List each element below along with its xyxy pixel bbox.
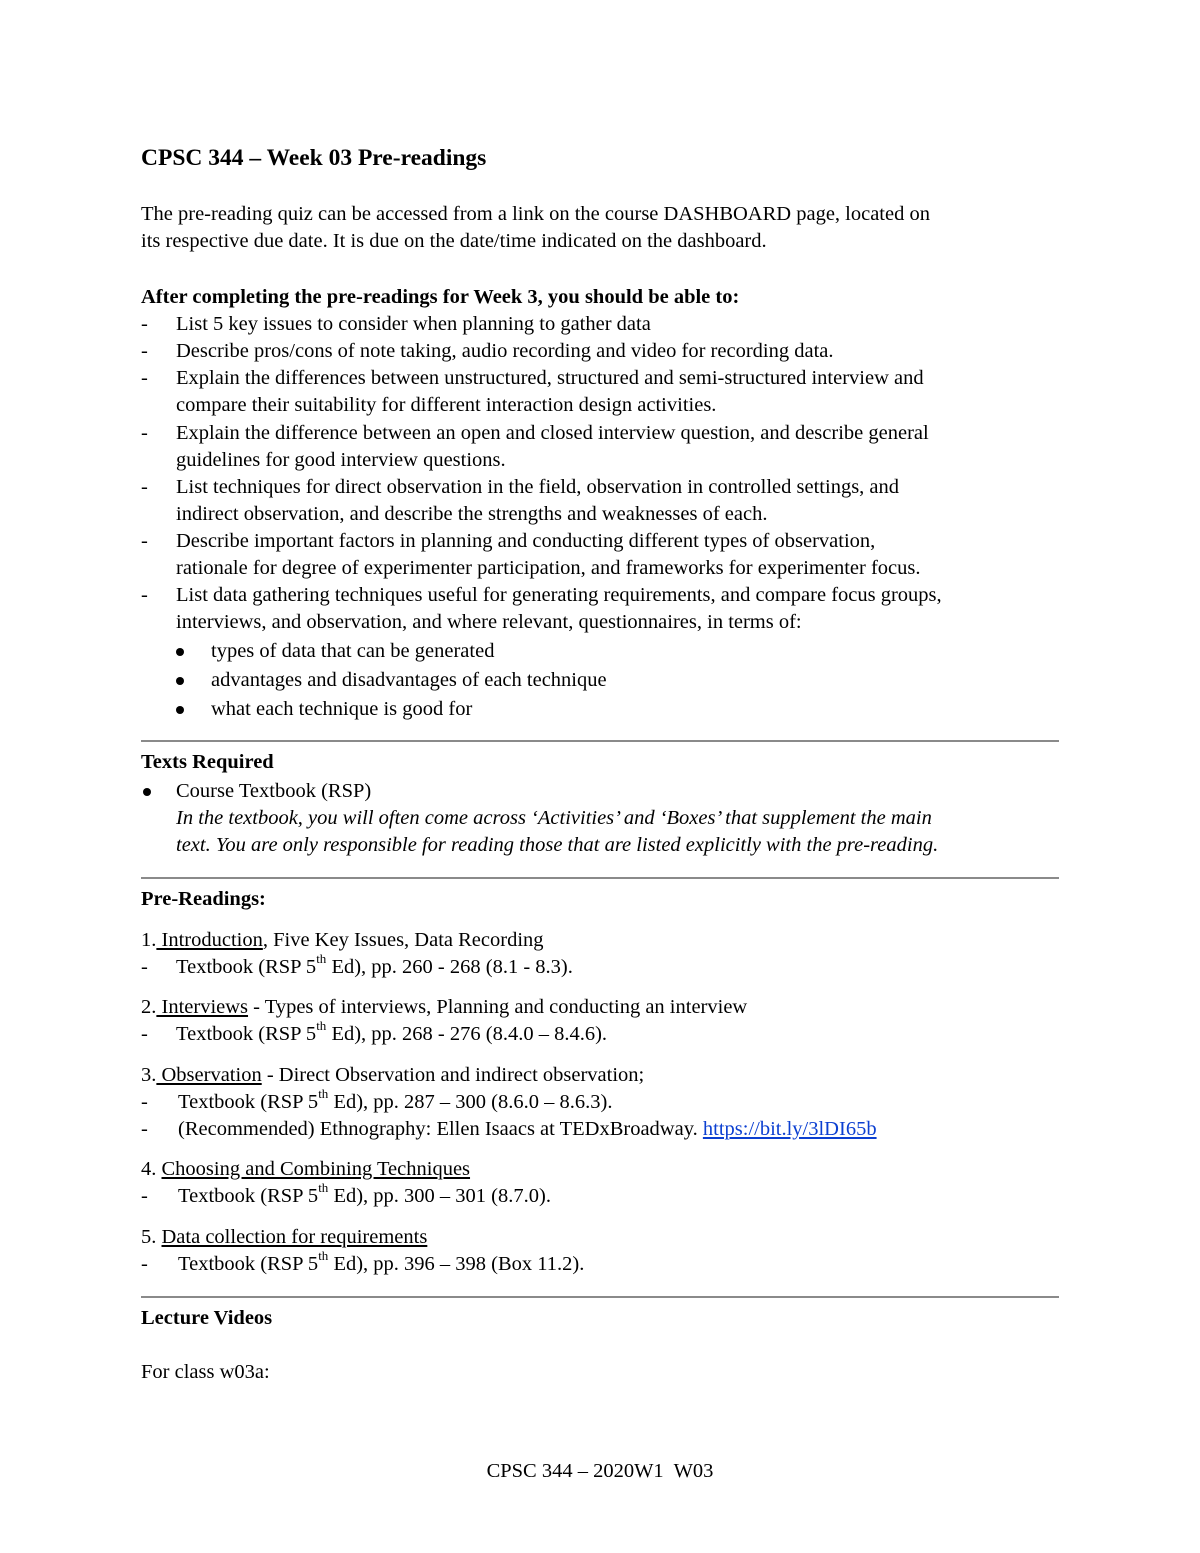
objective-text: interviews, and observation, and where relevant, questionnaires, in terms of:	[176, 611, 802, 633]
reading-detail-sup: th	[318, 1180, 329, 1196]
reading-detail-text	[178, 1116, 1059, 1143]
reading-detail-text	[176, 1018, 1059, 1048]
section-divider	[141, 740, 1059, 742]
page-title: CPSC 344 – Week 03 Pre-readings	[141, 145, 487, 171]
bullet-icon	[143, 788, 151, 796]
lecture-heading: Lecture Videos	[141, 1307, 273, 1329]
reading-detail-text	[176, 951, 1059, 981]
reading-detail-sup: th	[316, 1018, 327, 1034]
reading-detail-sup: th	[316, 951, 327, 967]
objective-text: compare their suitability for different interaction design activities.	[176, 394, 717, 416]
dash-marker: -	[141, 1185, 148, 1207]
dash-marker: -	[141, 367, 148, 389]
intro-line-2: its respective due date. It is due on the date/time indicated on the dashboard.	[141, 230, 767, 252]
sub-bullet-text: types of data that can be generated	[211, 640, 495, 662]
prereadings-heading: Pre-Readings:	[141, 888, 266, 910]
bullet-icon	[176, 677, 184, 685]
reading-detail-pre: Textbook (RSP 5	[178, 1091, 319, 1113]
dash-marker: -	[141, 1091, 148, 1113]
objective-text: List 5 key issues to consider when planning to gather data	[176, 313, 651, 335]
sub-bullet-text: advantages and disadvantages of each technique	[211, 669, 607, 691]
reading-number: 4.	[141, 1158, 157, 1180]
objective-text: Describe important factors in planning and conducting different types of observation,	[176, 530, 876, 552]
reading-section-1	[141, 927, 544, 954]
reading-number: 2.	[141, 996, 157, 1018]
dash-marker: -	[141, 1023, 148, 1045]
reading-topic-rest: - Direct Observation and indirect observation;	[261, 1064, 645, 1086]
objective-text: indirect observation, and describe the strengths and weaknesses of each.	[176, 503, 768, 525]
reading-detail-post: Ed), pp. 260 - 268 (8.1 - 8.3).	[326, 956, 573, 978]
texts-note-line-1: In the textbook, you will often come across ‘Activities’ and ‘Boxes’ that supplement the main	[176, 807, 932, 829]
objective-text: guidelines for good interview questions.	[176, 449, 506, 471]
reading-detail-pre: Textbook (RSP 5	[176, 956, 317, 978]
reading-number: 1.	[141, 929, 157, 951]
dash-marker: -	[141, 476, 148, 498]
dash-marker: -	[141, 530, 148, 552]
reading-detail-post: Ed), pp. 396 – 398 (Box 11.2).	[328, 1253, 585, 1275]
objective-text: Explain the differences between unstructured, structured and semi-structured interview and	[176, 367, 924, 389]
texts-heading: Texts Required	[141, 751, 274, 773]
reading-topic-rest: - Types of interviews, Planning and conducting an interview	[248, 996, 748, 1018]
reading-detail-pre: Textbook (RSP 5	[176, 1023, 317, 1045]
dash-marker: -	[141, 1118, 148, 1140]
reading-topic-link[interactable]: Observation	[156, 1064, 262, 1086]
dash-marker: -	[141, 584, 148, 606]
bullet-icon	[176, 706, 184, 714]
reading-detail-pre: Textbook (RSP 5	[178, 1253, 319, 1275]
reading-topic-link[interactable]: Introduction	[156, 929, 263, 951]
objective-text: List data gathering techniques useful for generating requirements, and compare focus groups,	[176, 584, 942, 606]
objectives-heading: After completing the pre-readings for Week 3, you should be able to:	[141, 286, 740, 308]
reading-detail-sup: th	[318, 1248, 329, 1264]
reading-section-5	[141, 1224, 427, 1251]
section-divider	[141, 1296, 1059, 1298]
reading-topic-link[interactable]: Interviews	[156, 996, 249, 1018]
dash-marker: -	[141, 1253, 148, 1275]
reading-detail-text	[178, 1248, 1059, 1278]
objective-text: Explain the difference between an open and closed interview question, and describe general	[176, 422, 929, 444]
bullet-icon	[176, 648, 184, 656]
sub-bullet-text: what each technique is good for	[211, 698, 473, 720]
reading-topic-link[interactable]: Data collection for requirements	[161, 1226, 428, 1248]
reading-detail-sup: th	[318, 1086, 329, 1102]
reading-topic-rest: , Five Key Issues, Data Recording	[262, 929, 544, 951]
reading-detail-text	[178, 1180, 1059, 1210]
reading-detail-pre: Textbook (RSP 5	[178, 1185, 319, 1207]
dash-marker: -	[141, 956, 148, 978]
video-link[interactable]: https://bit.ly/3lDI65b	[702, 1118, 877, 1140]
reading-topic-link[interactable]: Choosing and Combining Techniques	[161, 1158, 471, 1180]
texts-note-line-2: text. You are only responsible for reading those that are listed explicitly with the pre-reading.	[176, 834, 939, 856]
reading-section-4	[141, 1156, 470, 1183]
objective-text: List techniques for direct observation in the field, observation in controlled settings, and	[176, 476, 900, 498]
page-footer: CPSC 344 – 2020W1 W03	[486, 1460, 714, 1482]
reading-detail-post: Ed), pp. 268 - 276 (8.4.0 – 8.4.6).	[326, 1023, 608, 1045]
reading-detail-post: Ed), pp. 300 – 301 (8.7.0).	[328, 1185, 551, 1207]
reading-section-2	[141, 994, 747, 1021]
section-divider	[141, 877, 1059, 879]
reading-detail-post: Ed), pp. 287 – 300 (8.6.0 – 8.6.3).	[328, 1091, 613, 1113]
texts-item-text: Course Textbook (RSP)	[176, 780, 372, 802]
reading-section-3	[141, 1062, 644, 1089]
dash-marker: -	[141, 340, 148, 362]
reading-number: 3.	[141, 1064, 157, 1086]
objective-text: Describe pros/cons of note taking, audio recording and video for recording data.	[176, 340, 834, 362]
dash-marker: -	[141, 422, 148, 444]
intro-line-1: The pre-reading quiz can be accessed from a link on the course DASHBOARD page, located on	[141, 203, 930, 225]
reading-detail-pre: (Recommended) Ethnography: Ellen Isaacs at TEDxBroadway.	[178, 1118, 703, 1140]
reading-detail-text	[178, 1086, 1059, 1116]
lecture-class-line: For class w03a:	[141, 1361, 270, 1383]
reading-number: 5.	[141, 1226, 157, 1248]
dash-marker: -	[141, 313, 148, 335]
objective-text: rationale for degree of experimenter participation, and frameworks for experimenter focus.	[176, 557, 921, 579]
